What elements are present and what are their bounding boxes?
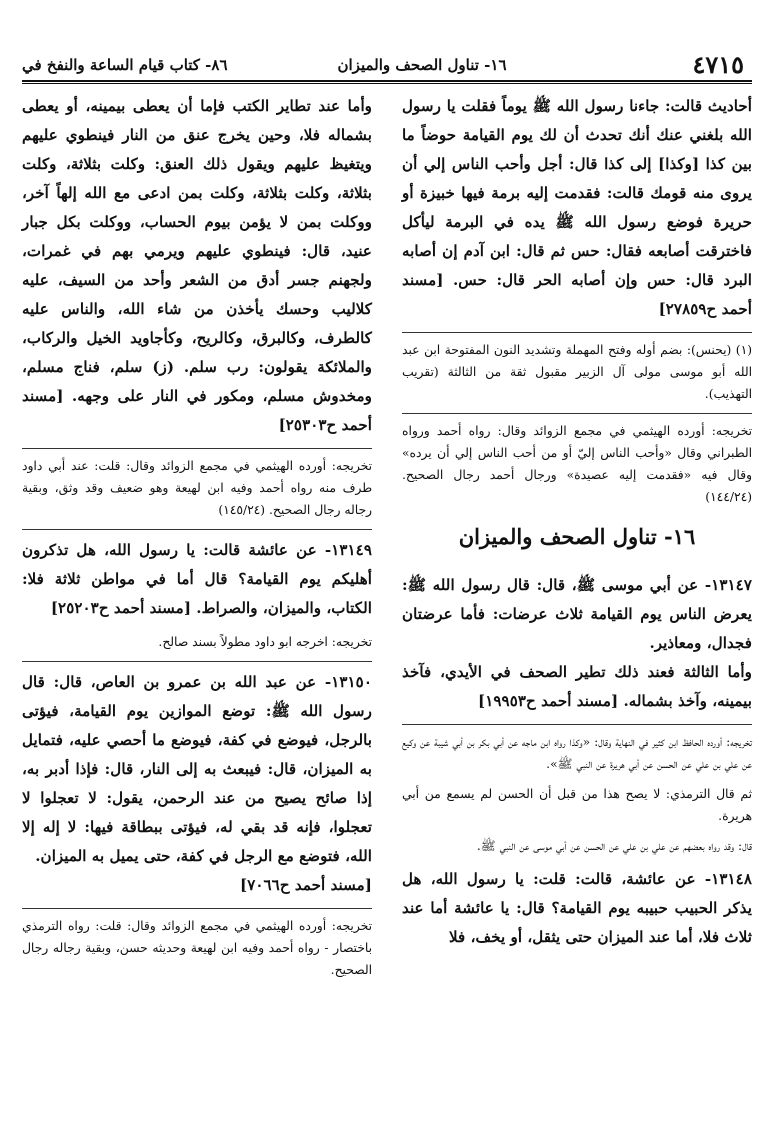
takhrij-separator <box>22 448 372 449</box>
hadith-13148: ١٣١٤٨- عن عائشة، قالت: قلت: يا رسول الله، هل يذكر الحبيب حبيبه يوم القيامة؟ قال: يا عائشة أما عند ثلاث فلا، أما عند الميزان حتى يثقل، أو يخف، فلا <box>402 870 752 946</box>
hadith-separator <box>22 529 372 530</box>
takhrij-note: تخريجه: أورده الهيثمي في مجمع الزوائد وقال: قلت: رواه الترمذي باختصار - رواه أحمد وفيه ابن لهيعة وحديثه حسن، وبقية رجاله رجال الصحيح. <box>22 919 372 977</box>
left-column <box>22 92 372 989</box>
takhrij-separator <box>402 413 752 414</box>
section-heading: ١٦- تناول الصحف والميزان <box>458 524 696 549</box>
takhrij-separator <box>402 724 752 725</box>
header-rule-thin <box>22 83 752 84</box>
qala-note: قال: وقد رواه بعضهم عن علي بن علي عن الحسن عن أبي موسى عن النبي ﷺ. <box>476 839 752 853</box>
takhrij-note: تخريجه: اخرجه ابو داود مطولاً بسند صالح. <box>158 635 372 649</box>
takhrij-note: تخريجه: أورده الهيثمي في مجمع الزوائد وقال: قلت: عند أبي داود طرف منه رواه أحمد وفيه ابن لهيعة وهو ضعيف وقد وثق، وبقية رجاله رجال الصحيح. (١٤٥/٢٤) <box>22 459 372 517</box>
header-rule <box>22 80 752 82</box>
page-header <box>22 50 752 80</box>
hadith-separator <box>22 661 372 662</box>
right-column <box>402 92 752 952</box>
page-number: ٤٧١٥ <box>692 50 744 79</box>
hadith-13147-continuation: وأما الثالثة فعند ذلك تطير الصحف في الأيدي، فآخذ بيمينه، وآخذ بشماله. [مسند أحمد ح١٩٩٥٣] <box>402 663 752 710</box>
hadith-13150-source: [مسند أحمد ح٧٠٦٦] <box>240 876 372 894</box>
tirmidhi-note: ثم قال الترمذي: لا يصح هذا من قبل أن الحسن لم يسمع من أبي هريرة. <box>402 787 752 823</box>
hadith-13150: ١٣١٥٠- عن عبد الله بن عمرو بن العاص، قال: قال رسول الله ﷺ: توضع الموازين يوم القيامة، فيؤتى بالرجل، فيوضع في كفة، فيوضع ما أحصي عليه، فتمايل به الميزان، قال: فيبعث به إلى النار، قال: فإذا أدبر به، إذا صائح يصيح من عند الرحمن، يقول: لا تعجلوا لا تعجلوا، فإنه قد بقي له، فيؤتى ببطاقة فيها: لا إله إلا الله، فتوضع مع الرجل في كفة، حتى يميل به الميزان. <box>22 673 372 865</box>
hadith-13149: ١٣١٤٩- عن عائشة قالت: يا رسول الله، هل تذكرون أهليكم يوم القيامة؟ قال أما في مواطن ثلاثة فلا: الكتاب، والميزان، والصراط. [مسند أحمد ح٢٥٢٠٣] <box>22 541 372 617</box>
footnote: (١) (يحنس): بضم أوله وفتح المهملة وتشديد النون المفتوحة ابن عبد الله أبو موسى مولى آل الزبير مقبول ثقة من الثالثة (تقريب التهذيب). <box>402 343 752 401</box>
footnote-separator <box>402 332 752 333</box>
hadith-13148-continuation: وأما عند تطاير الكتب فإما أن يعطى بيمينه، أو يعطى بشماله فلا، وحين يخرج عنق من النار فينطوي عليهم ويتغيظ عليهم ويقول ذلك العنق: وكلت بثلاثة، وكلت بثلاثة، وكلت بثلاثة، وكلت بمن ادعى مع الله إلهاً آخر، ووكلت بمن لا يؤمن بيوم الحساب، ووكلت بكل جبار عنيد، قال: فينطوي عليهم ويرمي بهم في غمرات، ولجهنم جسر أدق من الشعر وأحد من السيف، عليه كلاليب وحسك يأخذن من شاء الله، والناس عليه كالطرف، وكالبرق، وكالريح، وكأجاويد الخيل والركاب، والملائكة يقولون: رب سلم. (ز) سلم، فناج مسلم، ومخدوش مسلم، ومكور في النار على وجهه. [مسند أحمد ح٢٥٣٠٣] <box>22 97 372 434</box>
takhrij-separator <box>22 908 372 909</box>
book-page <box>22 0 752 1132</box>
book-title: ٨٦- كتاب قيام الساعة والنفخ في <box>22 56 228 74</box>
takhrij-note: تخريجه: أورده الهيثمي في مجمع الزوائد وقال: رواه أحمد ورواه الطبراني وقال «وأحب الناس إليّ أو من أحب الناس إلي أن يرده» وقال فيه «فقدمت إليه عصيدة» ورجال أحمد رجال الصحيح. (١٤٤/٢٤) <box>402 424 752 504</box>
hadith-13147: ١٣١٤٧- عن أبي موسى ﷺ، قال: قال رسول الله ﷺ: يعرض الناس يوم القيامة ثلاث عرضات: فأما عرضتان فجدال، ومعاذير. <box>402 576 752 652</box>
takhrij-note: تخريجه: أورده الحافظ ابن كثير في النهاية وقال: «وكذا رواه ابن ماجه عن أبي بكر بن أبي شيبة عن وكيع عن علي بن علي عن الحسن عن أبي هريرة عن النبي ﷺ». <box>402 735 752 771</box>
continued-hadith: أحاديث قالت: جاءنا رسول الله ﷺ يوماً فقلت يا رسول الله بلغني عنك أنك تحدث أن لك يوم القيامة حوضاً ما بين كذا [وكذا] إلى كذا قال: أجل وأحب الناس إلي أن يروى منه قومك قالت: فقدمت إليه برمة فيها خبيزة أو حريرة فوضع رسول الله ﷺ يده في البرمة ليأكل فاخترقت أصابعه فقال: حس ثم قال: ابن آدم إن أصابه البرد قال: حس وإن أصابه الحر قال: حس. [مسند أحمد ح٢٧٨٥٩] <box>402 97 752 318</box>
chapter-title: ١٦- تناول الصحف والميزان <box>337 56 507 74</box>
